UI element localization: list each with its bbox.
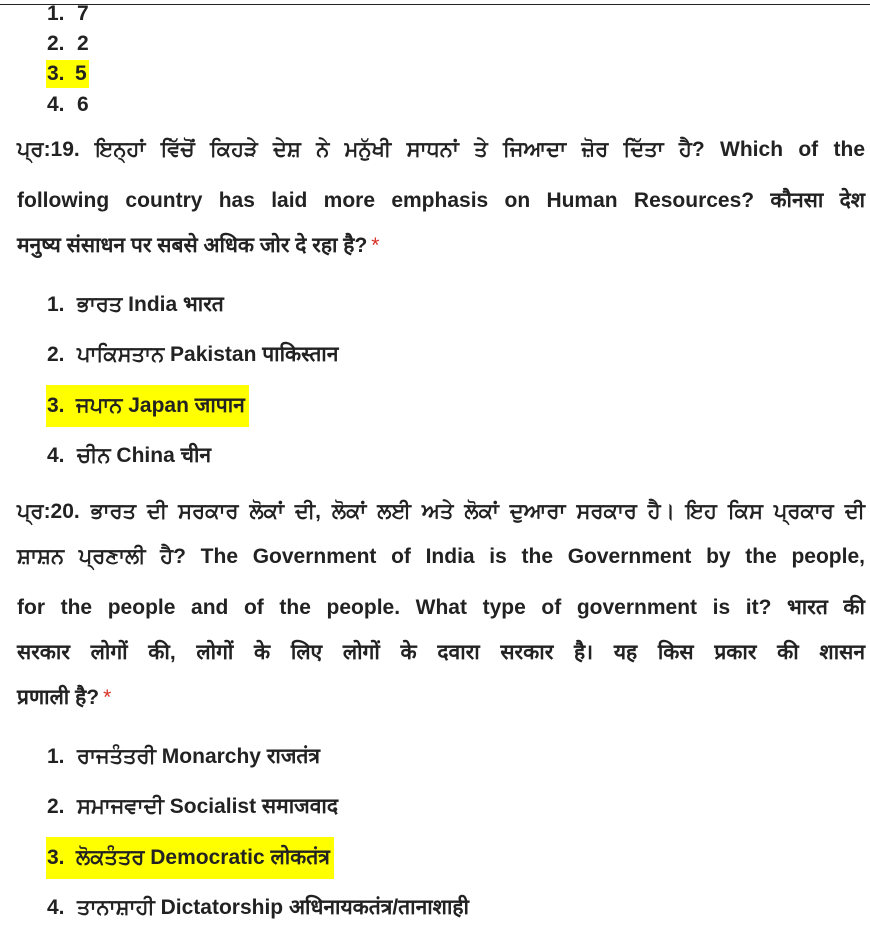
option-item-selected[interactable] — [47, 385, 249, 427]
option-number: 3. — [47, 846, 65, 869]
option-item[interactable] — [47, 92, 89, 118]
answer-highlight — [46, 60, 89, 88]
option-item-selected[interactable] — [47, 61, 89, 87]
question-19-text — [17, 137, 865, 278]
required-asterisk: * — [371, 234, 380, 257]
option-text: 5 — [75, 62, 87, 85]
option-item-selected[interactable] — [47, 837, 334, 879]
answer-highlight — [46, 385, 249, 427]
option-item[interactable] — [47, 342, 338, 368]
option-text: 2 — [77, 32, 89, 55]
option-text: ਰਾਜਤੰਤਰੀ Monarchy राजतंत्र — [77, 745, 320, 768]
option-number: 2. — [47, 343, 65, 366]
option-number: 1. — [47, 293, 65, 316]
question-line: सरकार लोगों की, लोगों के लिए लोगों के दवारा सरकार है। यह किस प्रकार की शासन — [17, 641, 865, 664]
answer-highlight — [46, 837, 334, 879]
option-number: 1. — [47, 745, 65, 768]
option-text: ਪਾਕਿਸਤਾਨ Pakistan पाकिस्तान — [77, 343, 339, 366]
option-text: ਭਾਰਤ India भारत — [77, 293, 224, 316]
option-number: 1. — [47, 2, 65, 25]
option-number: 4. — [47, 444, 65, 467]
required-asterisk: * — [103, 686, 112, 709]
option-text: 7 — [77, 2, 89, 25]
option-number: 4. — [47, 93, 65, 116]
option-number: 4. — [47, 896, 65, 919]
option-number: 2. — [47, 32, 65, 55]
option-item[interactable] — [47, 895, 469, 921]
option-text: ਤਾਨਾਸ਼ਾਹੀ Dictatorship अधिनायकतंत्र/तानाशाही — [77, 896, 469, 919]
option-text: 6 — [77, 93, 89, 116]
option-text: ਚੀਨ China चीन — [77, 444, 212, 467]
question-20-text — [17, 499, 865, 730]
option-item[interactable] — [47, 31, 89, 57]
option-item[interactable] — [47, 744, 320, 770]
option-number: 3. — [47, 62, 65, 85]
top-divider — [0, 4, 870, 5]
question-line — [17, 685, 865, 730]
question-line — [17, 233, 865, 278]
question-line: ਸ਼ਾਸ਼ਨ ਪ੍ਰਣਾਲੀ ਹੈ? The Government of India is the Government by the people, — [17, 545, 865, 568]
option-text: ਲੋਕਤੰਤਰ Democratic लोकतंत्र — [76, 846, 330, 869]
question-line: following country has laid more emphasis on Human Resources? कौनसा देश — [17, 189, 865, 212]
option-item[interactable] — [47, 443, 211, 469]
question-line-text: प्रणाली है? — [17, 686, 100, 709]
question-line: ਪ੍ਰ:20. ਭਾਰਤ ਦੀ ਸਰਕਾਰ ਲੋਕਾਂ ਦੀ, ਲੋਕਾਂ ਲਈ ਅਤੇ ਲੋਕਾਂ ਦੁਆਰਾ ਸਰਕਾਰ ਹੈ। ਇਹ ਕਿਸ ਪ੍ਰਕਾਰ ਦੀ — [17, 500, 865, 523]
option-number: 3. — [47, 394, 65, 417]
option-text: ਜਪਾਨ Japan जापान — [76, 394, 245, 417]
option-text: ਸਮਾਜਵਾਦੀ Socialist समाजवाद — [77, 795, 338, 818]
question-line-text: मनुष्य संसाधन पर सबसे अधिक जोर दे रहा है? — [17, 234, 368, 257]
option-item[interactable] — [47, 794, 338, 820]
option-number: 2. — [47, 795, 65, 818]
question-line: for the people and of the people. What type of government is it? भारत की — [17, 596, 865, 619]
question-line: ਪ੍ਰ:19. ਇਨ੍ਹਾਂ ਵਿੱਚੋਂ ਕਿਹੜੇ ਦੇਸ਼ ਨੇ ਮਨੁੱਖੀ ਸਾਧਨਾਂ ਤੇ ਜਿਆਦਾ ਜ਼ੋਰ ਦਿੱਤਾ ਹੈ? Which of the — [17, 138, 865, 161]
option-item[interactable] — [47, 1, 89, 27]
option-item[interactable] — [47, 292, 224, 318]
